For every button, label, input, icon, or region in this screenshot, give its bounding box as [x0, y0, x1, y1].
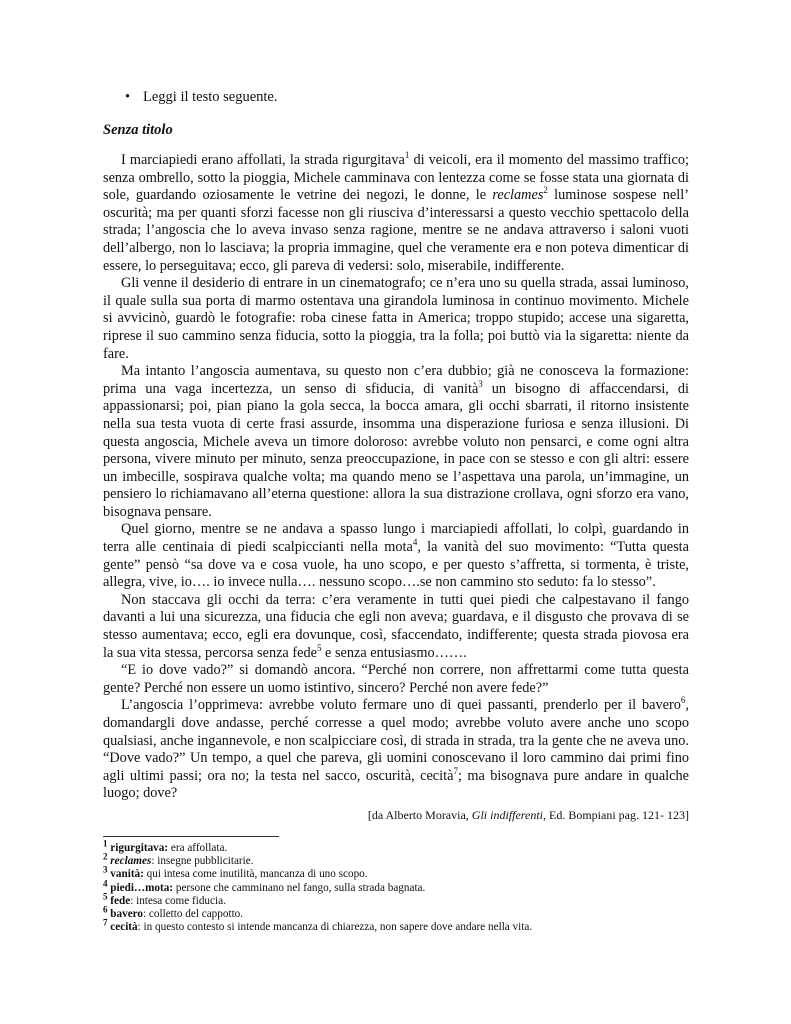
footnote-ref: 4	[412, 537, 418, 548]
footnote-text: : intesa come fiducia.	[130, 894, 226, 907]
story-body	[103, 152, 689, 803]
footnote-text: qui intesa come inutilità, mancanza di uno scopo.	[143, 868, 368, 881]
footnote-divider	[103, 836, 279, 837]
bullet-icon: •	[125, 89, 131, 105]
paragraph-text: un bisogno di affaccendarsi, di appassionarsi; poi, pian piano la gola secca, la bocca amara, gli occhi sbarrati, il ritorno insistente nella sua testa vuota di certe frasi assurde, insomma una disperazione furiosa e senza illusioni. Di questa angoscia, Michele aveva un timore doloroso: avrebbe voluto non pensarci, e come ogni altra persona, vivere minuto per minuto, senza preoccupazione, in pace con se stesso e con gli altri: essere un imbecille, sospirava qualche volta; ma quando meno se l’aspettava una parola, un’immagine, un pensiero lo richiamavano all’eterna questione: allora la sua distrazione crollava, ogni sforzo era vano, bisognava pensare.	[103, 380, 689, 520]
paragraph-text: “E io dove vado?” si domandò ancora. “Perché non correre, non affrettarmi come tutta questa gente? Perché non essere un uomo istintivo, sincero? Perché non avere fede?”	[103, 662, 689, 696]
footnote-ref: 5	[316, 642, 322, 653]
paragraph-text: luminose sospese nell’ oscurità; ma per quanti sforzi facesse non gli riusciva d’interessarsi a questo vecchio spettacolo della strada; l’angoscia che lo aveva invaso senza ragione, mentre se ne andava attraverso i saloni vuoti dell’albergo, non lo lasciava; la propria immagine, quel che veramente era e non poteva dimenticar di essere, lo perseguitava; ecco, gli pareva di vedersi: solo, miserabile, indifferente.	[103, 187, 689, 274]
instruction-item	[125, 89, 278, 106]
footnote-number: 5	[103, 891, 108, 902]
source-book-title: Gli indifferenti	[471, 808, 544, 822]
footnote-item	[103, 891, 532, 908]
footnote-term: cecità	[110, 921, 138, 934]
paragraph	[103, 521, 689, 591]
paragraph-text: Non staccava gli occhi da terra: c’era veramente in tutti quei piedi che calpestavano il fango davanti a lui una sicurezza, una fiducia che egli non aveva; guardava, e il disgusto che provava di se stesso aumentava; ecco, egli era dovunque, così, sfaccendato, indifferente; questa strada piovosa era la sua vita stessa, percorsa senza fede	[103, 591, 689, 661]
footnote-item	[103, 917, 533, 934]
paragraph	[103, 275, 689, 363]
instruction-text: Leggi il testo seguente.	[143, 89, 278, 105]
story-title: Senza titolo	[103, 122, 173, 138]
paragraph-text: , domandargli dove andasse, perché corresse a quel modo; avrebbe voluto avere anche uno scopo qualsiasi, anche ingannevole, e non scalpicciare così, di strada in strada, tra la gente che ne aveva uno. “Dove vado?” Un tempo, a quel che pareva, gli uomini conoscevano il loro cammino dai primi fino agli ultimi passi; ora no; la testa nel sacco, oscurità, cecità	[103, 697, 689, 784]
footnote-number: 2	[103, 851, 108, 862]
paragraph-text: Gli venne il desiderio di entrare in un cinematografo; ce n’era uno su quella strada, assai luminoso, il quale sulla sua porta di marmo ostentava una girandola luminosa in continuo movimento. Michele si avvicinò, guardò le fotografie: roba cinese fatta in America; troppo stupido; accese una sigaretta, riprese il suo cammino senza fiducia, sotto la pioggia, tra la folla; poi buttò via la sigaretta: niente da fare.	[103, 275, 689, 362]
source-prefix: [da Alberto Moravia,	[367, 808, 472, 822]
footnote-number: 6	[103, 904, 108, 915]
footnote-item	[103, 838, 532, 855]
footnote-item	[103, 904, 532, 921]
footnote-term: rigurgitava:	[110, 842, 169, 854]
footnote-text: era affollata.	[168, 842, 228, 854]
footnote-text: : in questo contesto si intende mancanza di chiarezza, non sapere dove andare nella vita.	[137, 921, 533, 934]
paragraph-text: ; ma bisognava pure andare in qualche luogo; dove?	[103, 767, 689, 802]
footnote-ref: 6	[680, 695, 686, 706]
paragraph-text: e senza entusiasmo…….	[321, 644, 467, 661]
footnote-text: : colletto del cappotto.	[143, 908, 244, 921]
footnote-ref: 7	[453, 766, 458, 777]
footnote-text: persone che camminano nel fango, sulla strada bagnata.	[173, 881, 426, 894]
footnote-number: 4	[103, 877, 108, 888]
footnote-term: fede	[110, 894, 131, 907]
footnote-ref: 2	[543, 185, 548, 196]
paragraph-text: Ma intanto l’angoscia aumentava, su questo non c’era dubbio; già ne conosceva la formazione: prima una vaga incertezza, un senso di sfiducia, di vanità	[103, 363, 689, 397]
footnote-number: 7	[103, 917, 108, 928]
paragraph	[103, 363, 689, 521]
paragraph-text: I marciapiedi erano affollati, la strada rigurgitava	[121, 152, 405, 168]
paragraph-text: , la vanità del suo movimento: “Tutta questa gente” pensò “sa dove va e cosa vuole, ha uno scopo, e per questo s’affretta, si tormenta, è triste, allegra, vive, io…. io invece nulla…. nessuno scopo….se non cammino sto seduto: fa lo stesso”.	[103, 539, 689, 591]
paragraph	[103, 152, 689, 275]
paragraph	[103, 592, 689, 662]
footnote-item	[103, 851, 532, 868]
paragraph	[103, 662, 689, 697]
paragraph	[103, 697, 689, 803]
footnote-text: : insegne pubblicitarie.	[151, 855, 254, 868]
footnote-number: 3	[103, 864, 108, 875]
source-suffix: , Ed. Bompiani pag. 121- 123]	[543, 808, 689, 822]
footnote-item	[103, 877, 532, 895]
footnotes	[103, 838, 533, 934]
footnote-item	[103, 864, 532, 881]
paragraph-text: Quel giorno, mentre se ne andava a spasso lungo i marciapiedi affollati, lo colpì, guardando in terra alle centinaia di piedi scalpiccianti nella mota	[103, 521, 689, 556]
source-citation	[368, 808, 689, 823]
footnote-term: vanità:	[110, 868, 144, 881]
footnote-ref: 1	[404, 150, 410, 161]
paragraph-text: L’angoscia l’opprimeva: avrebbe voluto fermare uno di quei passanti, prenderlo per il bavero	[121, 697, 681, 714]
footnote-term: reclames	[110, 855, 152, 868]
footnote-term: piedi…mota:	[110, 881, 174, 894]
footnote-term: bavero	[110, 908, 144, 921]
footnote-ref: 3	[478, 378, 483, 389]
footnote-number: 1	[103, 838, 108, 849]
paragraph-text: di veicoli, era il momento del massimo traffico; senza ombrello, sotto la pioggia, Michele camminava con lentezza come se fosse stata una giornata di sole, guardando oziosamente le vetrine dei negozi, le donne, le	[103, 152, 689, 204]
italic-term: reclames	[492, 187, 544, 204]
